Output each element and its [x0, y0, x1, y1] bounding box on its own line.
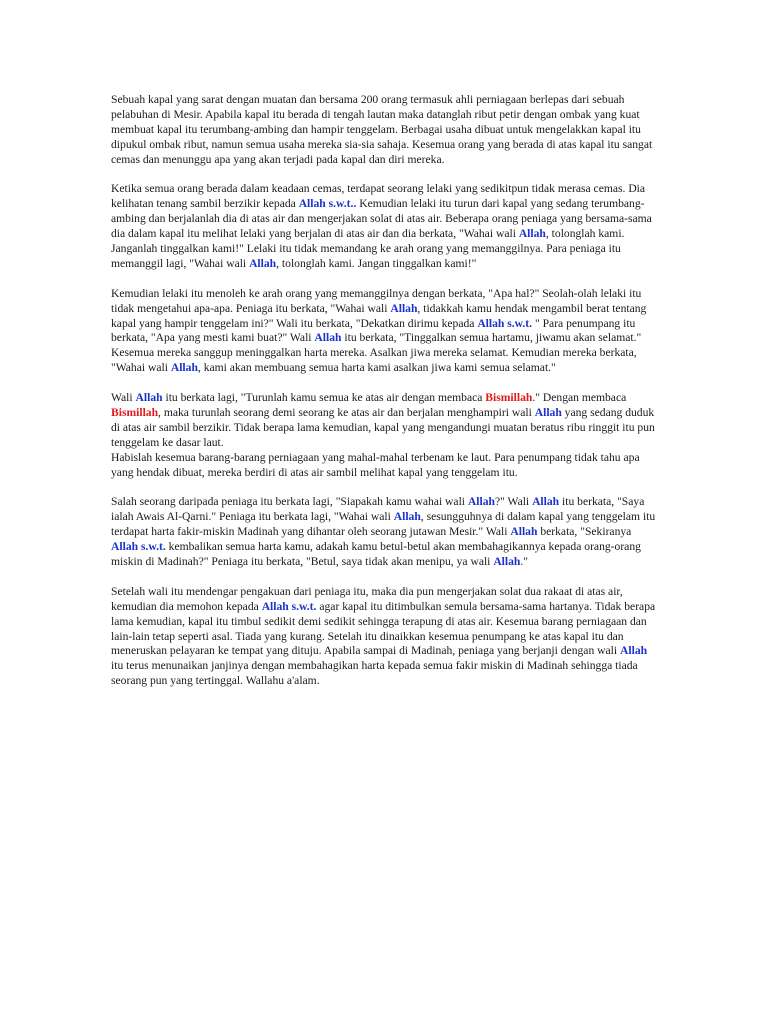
highlight-allah: Allah: [170, 361, 198, 375]
highlight-allah: Allah: [390, 301, 418, 315]
highlight-allah: Allah: [532, 495, 560, 509]
highlight-allah: Allah: [510, 525, 538, 539]
paragraph: [111, 93, 656, 168]
text-run: , kami akan membuang semua harta kami asalkan jiwa kami semua selamat.": [197, 361, 556, 375]
highlight-allah: Allah: [493, 555, 521, 569]
paragraph: [111, 182, 656, 271]
text-run: itu terus menunaikan janjinya dengan membahagikan harta kepada semua fakir miskin di Madinah sehingga tiada seorang pun yang tertinggal. Wallahu a'alam.: [111, 659, 638, 688]
text-run: kembalikan semua harta kamu, adakah kamu betul-betul akan membahagikannya kepada orang-orang miskin di Madinah?" Peniaga itu berkata, "Betul, saya tidak akan menipu, ya wali: [111, 540, 641, 569]
text-run: Sebuah kapal yang sarat dengan muatan dan bersama 200 orang termasuk ahli perniagaan berlepas dari sebuah pelabuhan di Mesir. Apabila kapal itu berada di tengah lautan maka datanglah ribut petir dengan ombak yang kuat membuat kapal itu terumbang-ambing dan hampir tenggelam. Berbagai usaha dibuat untuk mengelakkan kapal itu dipukul ombak ribut, namun semua usaha mereka sia-sia sahaja. Kesemua orang yang berada di atas kapal itu sangat cemas dan menunggu apa yang akan terjadi pada kapal dan diri mereka.: [111, 93, 653, 166]
highlight-allah: Allah: [314, 331, 342, 345]
text-run: ." Dengan membaca: [532, 391, 627, 405]
highlight-allah: Allah: [249, 256, 277, 270]
text-run: berkata, "Sekiranya: [537, 525, 632, 539]
text-run: ?" Wali: [494, 495, 533, 509]
text-run: Wali: [111, 391, 136, 405]
text-run: , maka turunlah seorang demi seorang ke atas air dan berjalan menghampiri wali: [158, 405, 535, 419]
text-run: Kemudian lelaki itu turun dari kapal yang sedang terumbang-ambing dan berjalanlah dia di atas air dan mengerjakan solat di atas air. Beberapa orang peniaga yang bersama-sama dia dalam kapal itu melihat lelaki yang berjalan di atas air dan dia berkata, "Wahai wali: [111, 197, 652, 241]
text-run: Habislah kesemua barang-barang perniagaan yang mahal-mahal terbenam ke laut. Para penumpang tidak tahu apa yang hendak dibuat, mereka berdiri di atas air sambil melihat kapal yang tenggelam itu.: [111, 450, 640, 479]
text-run: " Para penumpang itu berkata, "Apa yang mesti kami buat?" Wali: [111, 316, 636, 345]
text-run: Kemudian lelaki itu menoleh ke arah orang yang memanggilnya dengan berkata, "Apa hal?" Seolah-olah lelaki itu tidak mengetahui apa-apa. Peniaga itu berkata, "Wahai wali: [111, 286, 642, 315]
text-run: itu berkata, "Saya ialah Awais Al-Qarni." Peniaga itu berkata lagi, "Wahai wali: [111, 495, 645, 524]
highlight-allah: Allah: [135, 391, 163, 405]
highlight-allah: Allah: [518, 227, 546, 241]
text-run: yang sedang duduk di atas air sambil berzikir. Tidak berapa lama kemudian, kapal yang mengandungi muatan beratus ribu ringgit itu pun tenggelam ke dasar laut.: [111, 405, 655, 449]
highlight-allah: Allah: [467, 495, 495, 509]
text-run: , sesungguhnya di dalam kapal yang tenggelam itu terdapat harta fakir-miskin Madinah yang dihantar oleh seorang jutawan Mesir." Wali: [111, 510, 656, 539]
text-run: Ketika semua orang berada dalam keadaan cemas, terdapat seorang lelaki yang sedikitpun tidak merasa cemas. Dia kelihatan tenang sambil berzikir kepada: [111, 182, 646, 211]
paragraph: [111, 585, 656, 689]
highlight-allah: Allah s.w.t.: [477, 316, 533, 330]
text-run: Salah seorang daripada peniaga itu berkata lagi, "Siapakah kamu wahai wali: [111, 495, 468, 509]
text-run: agar kapal itu ditimbulkan semula bersama-sama hartanya. Tidak berapa lama kemudian, kapal itu timbul sedikit demi sedikit sehingga terapung di atas air. Kesemua barang perniagaan dan lain-lain tetap seperti asal. Tiada yang kurang. Setelah itu dinaikkan kesemua penumpang ke atas kapal itu dan meneruskan pelayaran ke tempat yang dituju. Apabila sampai di Madinah, peniaga yang berjanji dengan wali: [111, 599, 656, 658]
document-page: [111, 93, 656, 704]
highlight-allah: Allah s.w.t..: [298, 197, 357, 211]
highlight-allah: Allah s.w.t.: [261, 599, 317, 613]
text-run: itu berkata lagi, "Turunlah kamu semua ke atas air dengan membaca: [162, 391, 486, 405]
text-run: , tolonglah kami. Jangan tinggalkan kami!": [276, 256, 477, 270]
highlight-allah: Allah s.w.t.: [111, 540, 166, 554]
paragraph: [111, 391, 656, 480]
text-run: , tidakkah kamu hendak mengambil berat tentang kapal yang hampir tenggelam ini?" Wali itu berkata, "Dekatkan dirimu kepada: [111, 301, 647, 330]
highlight-allah: Allah: [620, 644, 648, 658]
highlight-bismillah: Bismillah: [485, 391, 533, 405]
text-run: .": [520, 555, 529, 569]
highlight-allah: Allah: [393, 510, 421, 524]
paragraph: [111, 495, 656, 570]
highlight-allah: Allah: [534, 405, 562, 419]
text-run: , tolonglah kami. Janganlah tinggalkan kami!" Lelaki itu tidak memandang ke arah orang yang memanggilnya. Para peniaga itu memanggil lagi, "Wahai wali: [111, 227, 625, 270]
paragraph: [111, 287, 656, 376]
text-run: itu berkata, "Tinggalkan semua hartamu, jiwamu akan selamat." Kesemua mereka sanggup meninggalkan harta mereka. Asalkan jiwa mereka selamat. Kemudian mereka berkata, "Wahai wali: [111, 331, 642, 375]
text-run: Setelah wali itu mendengar pengakuan dari peniaga itu, maka dia pun mengerjakan solat dua rakaat di atas air, kemudian dia memohon kepada: [111, 584, 623, 613]
highlight-bismillah: Bismillah: [111, 405, 159, 419]
